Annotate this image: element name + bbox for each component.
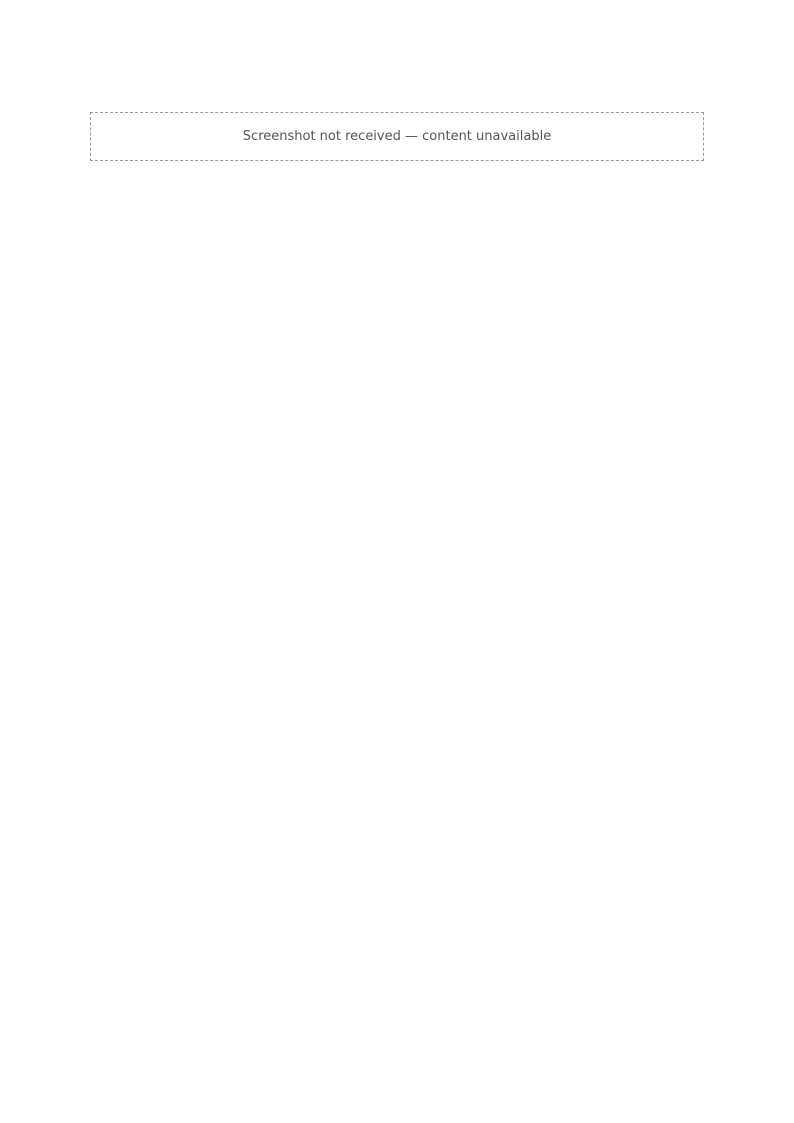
missing-screenshot-notice: Screenshot not received — content unavailable bbox=[90, 112, 704, 161]
